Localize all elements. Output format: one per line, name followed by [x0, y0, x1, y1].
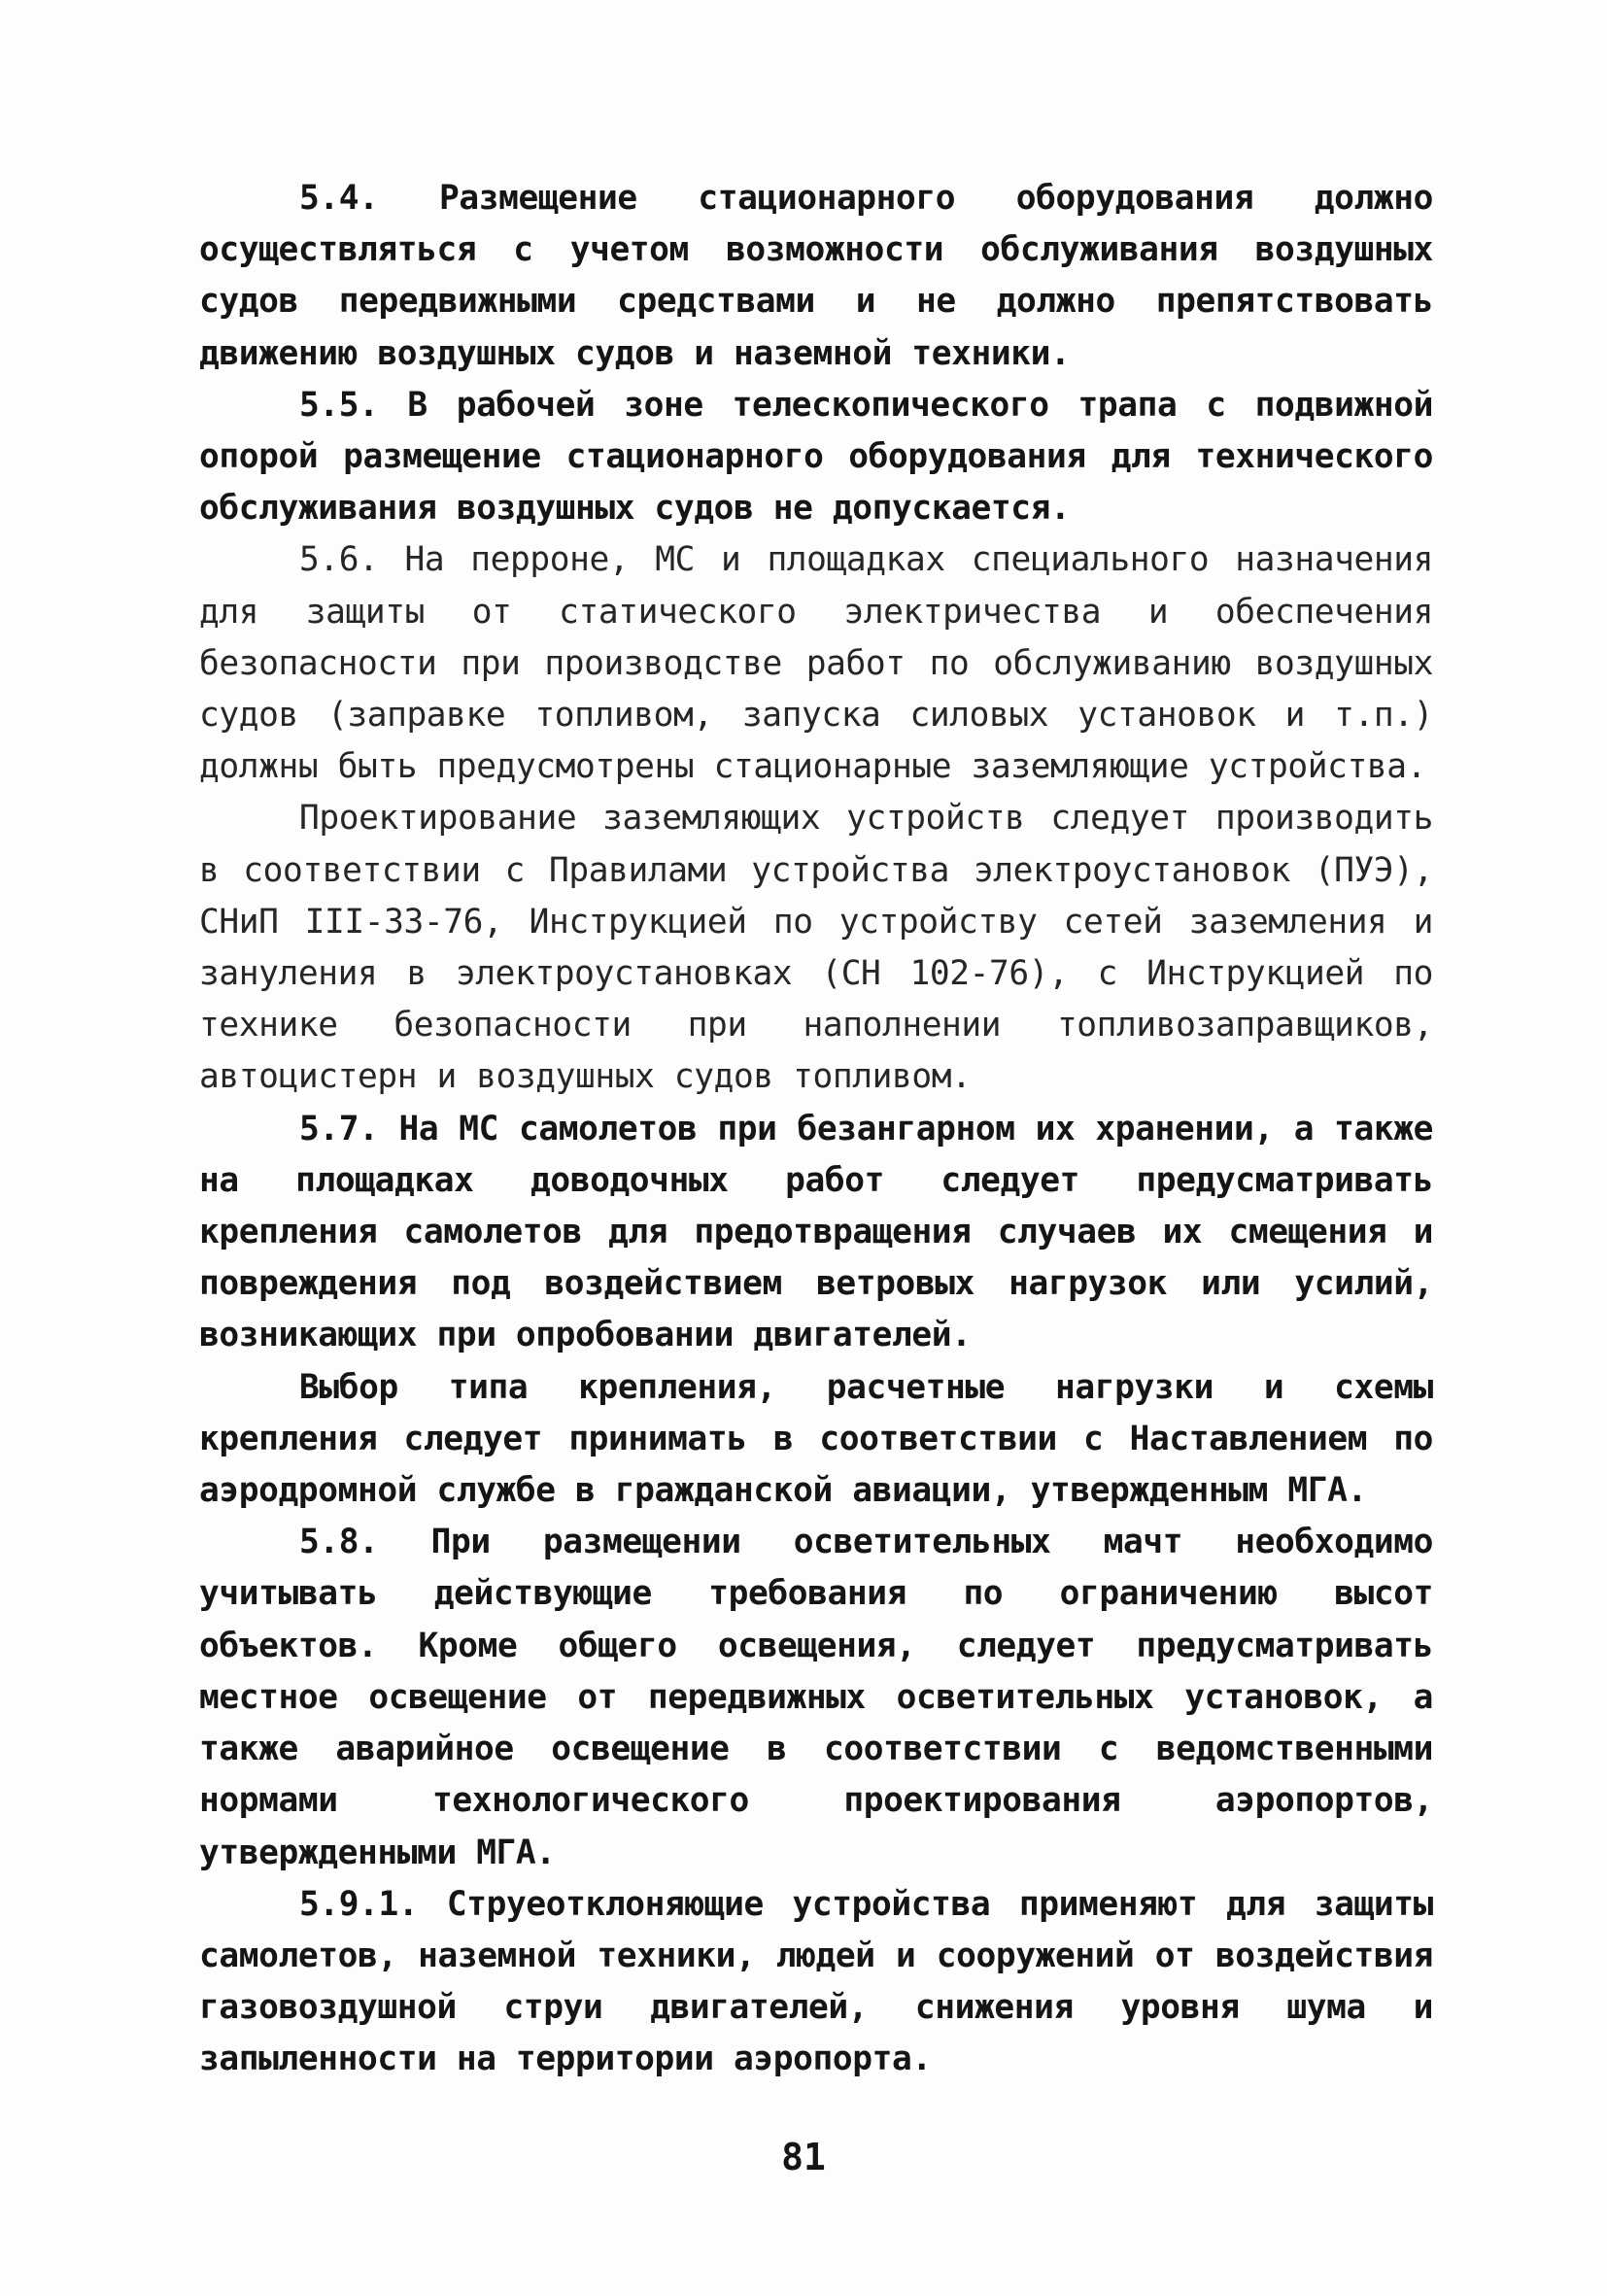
paragraph-grounding-design: Проектирование заземляющих устройств следует производить в соответствии с Правилами устройства электроустановок (ПУЭ), СНиП III-33-76, Инструкцией по устройству сетей заземления и зануления в электроустановках (СН 102-76), с Инструкцией по технике безопасности при наполнении топливозаправщиков, автоцистерн и воздушных судов топливом.: [199, 799, 1433, 1097]
paragraph-5-4: 5.4. Размещение стационарного оборудования должно осуществляться с учетом возможности обслуживания воздушных судов передвижными средствами и не должно препятствовать движению воздушных судов и наземной техники.: [199, 179, 1433, 373]
body-text: [199, 173, 1433, 2086]
paragraph-5-7: 5.7. На МС самолетов при безангарном их хранении, а также на площадках доводочных работ следует предусматривать крепления самолетов для предотвращения случаев их смещения и повреждения под воздействием ветровых нагрузок или усилий, возникающих при опробовании двигателей.: [199, 1109, 1433, 1355]
page-number: 81: [781, 2136, 826, 2178]
paragraph-5-5: 5.5. В рабочей зоне телескопического трапа с подвижной опорой размещение стационарного оборудования для технического обслуживания воздушных судов не допускается.: [199, 385, 1433, 529]
paragraph-mounting-choice: Выбор типа крепления, расчетные нагрузки и схемы крепления следует принимать в соответствии с Наставлением по аэродромной службе в гражданской авиации, утвержденным МГА.: [199, 1367, 1433, 1511]
paragraph-5-8: 5.8. При размещении осветительных мачт необходимо учитывать действующие требования по ограничению высот объектов. Кроме общего освещения, следует предусматривать местное освещение от передвижных осветительных установок, а также аварийное освещение в соответствии с ведомственными нормами технологического проектирования аэропортов, утвержденными МГА.: [199, 1523, 1433, 1872]
paragraph-5-9-1: 5.9.1. Струеотклоняющие устройства применяют для защиты самолетов, наземной техники, людей и сооружений от воздействия газовоздушной струи двигателей, снижения уровня шума и запыленности на территории аэропорта.: [199, 1884, 1433, 2079]
paragraph-5-6: 5.6. На перроне, МС и площадках специального назначения для защиты от статического электричества и обеспечения безопасности при производстве работ по обслуживанию воздушных судов (заправке топливом, запуска силовых установок и т.п.) должны быть предусмотрены стационарные заземляющие устройства.: [199, 540, 1433, 787]
